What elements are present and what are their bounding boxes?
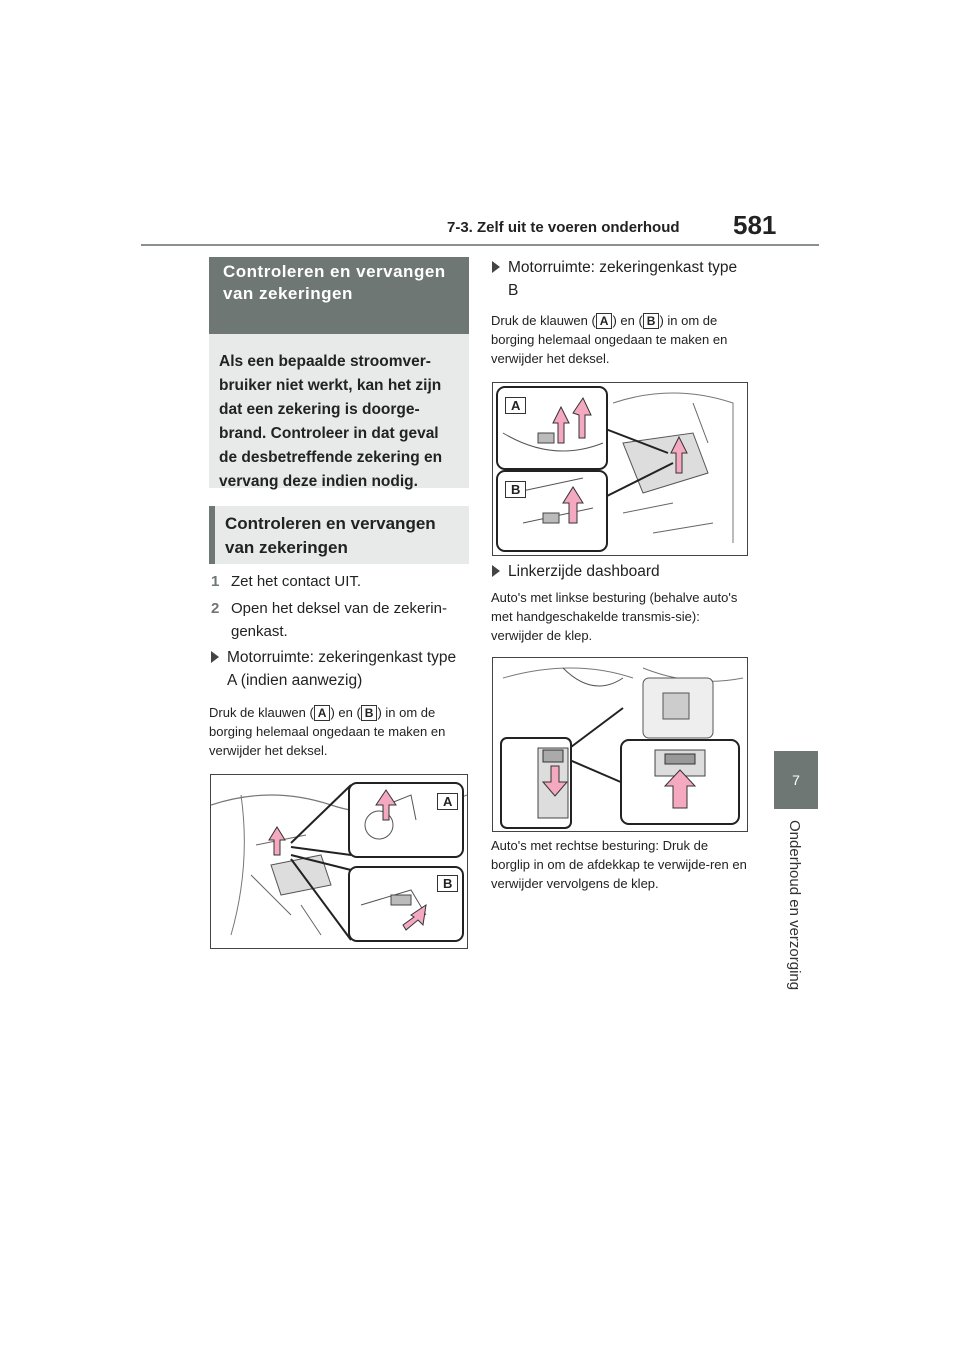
instruction-a: Druk de klauwen ( A ) en ( B ) in om de borging helemaal ongedaan te maken en verwijder het deksel. [209, 705, 446, 758]
instruction-rhd: Auto's met rechtse besturing: Druk de borglip in om de afdekkap te verwijde-ren en verwijder vervolgens de klep. [491, 838, 747, 891]
figure-a-tag-b: B [437, 875, 458, 892]
figure-fusebox-a [210, 774, 468, 949]
bullet-type-b: Motorruimte: zekeringenkast type B [492, 256, 748, 302]
instruction-lhd: Auto's met linkse besturing (behalve auto's met handgeschakelde transmis-sie): verwijder de klep. [491, 590, 738, 643]
page-number: 581 [733, 210, 777, 240]
figure-fusebox-b [492, 382, 748, 556]
bullet-dashboard: Linkerzijde dashboard [492, 560, 748, 583]
step-1: 1 Zet het contact UIT. [211, 573, 362, 590]
chapter-label: Onderhoud en verzorging [786, 820, 803, 991]
step-2: 2 Open het deksel van de zekerin-genkast. [211, 600, 447, 640]
figure-b-tag-a: A [505, 397, 526, 414]
main-title: Controleren en vervangen van zekeringen [209, 257, 469, 334]
intro-text: Als een bepaalde stroomver-bruiker niet werkt, kan het zijn dat een zekering is doorge-brand. Controleer in dat geval de desbetreffende zekering en vervang deze indien nodig. [209, 334, 469, 488]
section-title: 7-3. Zelf uit te voeren onderhoud [447, 219, 680, 236]
figure-dashboard [492, 657, 748, 832]
figure-a-tag-a: A [437, 793, 458, 810]
figure-b-tag-b: B [505, 481, 526, 498]
header-rule [141, 244, 819, 246]
subheading: Controleren en vervangen van zekeringen [209, 506, 469, 564]
chapter-tab[interactable] [774, 751, 818, 809]
bullet-type-a: Motorruimte: zekeringenkast type A (indien aanwezig) [211, 646, 469, 692]
chapter-number: 7 [792, 772, 800, 788]
instruction-b: Druk de klauwen ( A ) en ( B ) in om de borging helemaal ongedaan te maken en verwijder het deksel. [491, 313, 728, 366]
